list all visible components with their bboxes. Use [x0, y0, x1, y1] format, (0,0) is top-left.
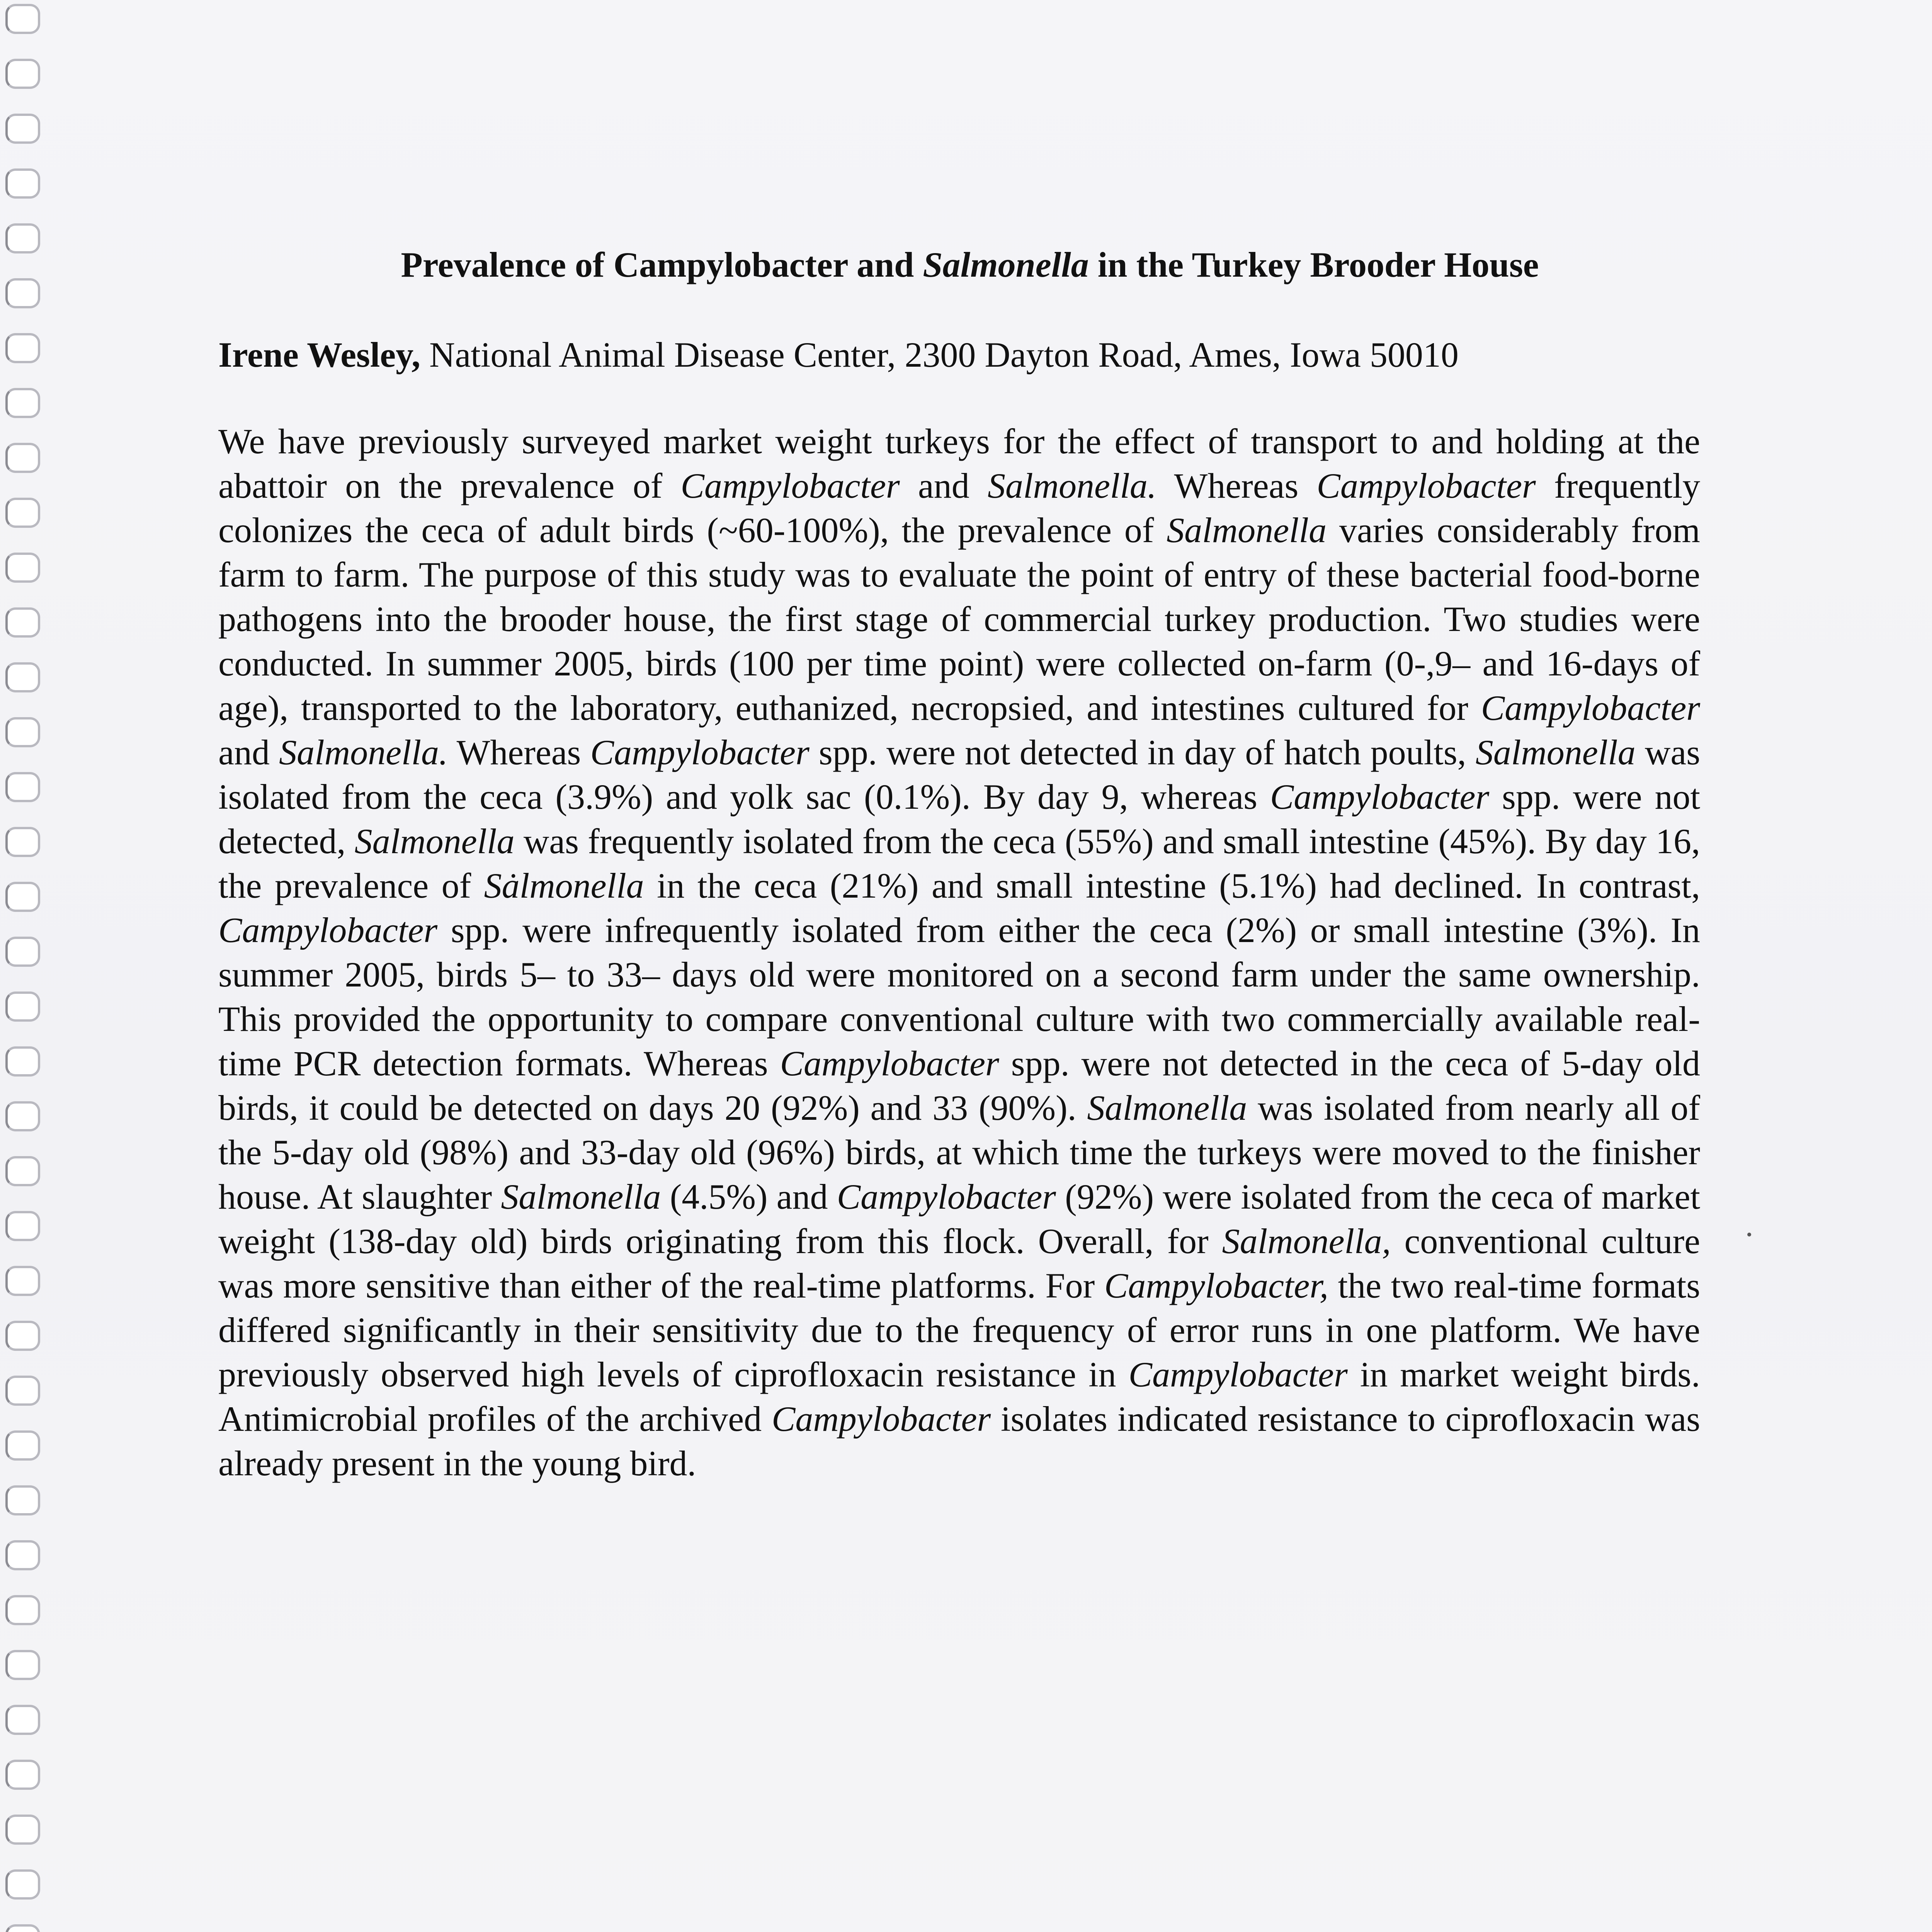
abstract-italic-term: Campylobacter,: [1104, 1266, 1328, 1305]
binding-hole: [5, 168, 40, 199]
binding-hole: [5, 333, 40, 363]
abstract-italic-term: Salmonella.: [987, 466, 1156, 505]
title-part-3: in the Turkey Brooder House: [1088, 245, 1539, 284]
abstract-italic-term: Salmonella,: [1222, 1221, 1391, 1261]
abstract-italic-term: Campylobacter: [780, 1044, 999, 1083]
binding-hole: [5, 882, 40, 912]
abstract-text-run: (92%) were isolated from the ceca of market weight (138-day old) birds originating from this flock. Overall, for: [218, 1177, 1701, 1261]
binding-hole: [5, 1595, 40, 1625]
abstract-italic-term: Campylobacter: [218, 910, 438, 950]
abstract-text-run: was frequently isolated from the ceca (55%) and small intestine (45%). By day 16, the prevalence of: [218, 821, 1700, 905]
abstract-italic-term: Campylobacter: [680, 466, 900, 505]
binding-hole: [5, 717, 40, 747]
abstract-italic-term: Salmonella.: [279, 733, 448, 772]
abstract-text-run: conventional culture was more sensitive than either of the real-time platforms. For: [218, 1221, 1701, 1305]
abstract-italic-term: Salmonella: [1087, 1088, 1247, 1128]
abstract-text-run: and: [218, 733, 279, 772]
binding-hole: [5, 553, 40, 583]
spiral-binding: [0, 0, 54, 1932]
abstract-italic-term: Campylobacter: [837, 1177, 1056, 1216]
abstract-text-run: in the ceca (21%) and small intestine (5.1%) had declined. In contrast,: [644, 866, 1700, 905]
abstract-text-run: spp. were not detected,: [218, 777, 1700, 861]
abstract-text-run: We have previously surveyed market weight turkeys for the effect of transport to and holding at the abattoir on the prevalence of: [218, 422, 1700, 505]
abstract-text-run: isolates indicated resistance to ciprofloxacin was already present in the young bird.: [218, 1399, 1701, 1483]
binding-hole: [5, 1101, 40, 1131]
abstract-text-run: the two real-time formats differed significantly in their sensitivity due to the frequency of error runs in one platform. We have previously observed high levels of ciprofloxacin resistance in: [218, 1266, 1700, 1394]
binding-hole: [5, 443, 40, 473]
binding-hole: [5, 278, 40, 308]
binding-hole: [5, 1815, 40, 1845]
binding-hole: [5, 4, 40, 34]
abstract-text-run: spp. were not detected in day of hatch poults,: [809, 733, 1476, 772]
binding-hole: [5, 1869, 40, 1900]
abstract-italic-term: Campylobacter: [1128, 1355, 1348, 1394]
binding-hole: [5, 1376, 40, 1406]
abstract-italic-term: Campylobacter: [1481, 688, 1700, 728]
abstract-text-run: spp. were infrequently isolated from either the ceca (2%) or small intestine (3%). In summer 2005, birds 5– to 33– days old were monitored on a second farm under the same ownership. This provided the opportunity to compare conventional culture with two commercially available real-time PCR detection formats. Whereas: [218, 910, 1700, 1083]
abstract-text-run: was isolated from nearly all of the 5-day old (98%) and 33-day old (96%) birds, at which time the turkeys were moved to the finisher house. At slaughter: [218, 1088, 1700, 1216]
binding-hole: [5, 1266, 40, 1296]
title-italic-salmonella: Salmonella: [923, 245, 1089, 284]
binding-hole: [5, 1705, 40, 1735]
binding-hole: [5, 1924, 40, 1932]
binding-hole: [5, 1485, 40, 1515]
abstract-italic-term: Salmonella: [501, 1177, 661, 1216]
binding-hole: [5, 1760, 40, 1790]
abstract-text-run: Whereas: [448, 733, 590, 772]
binding-hole: [5, 1156, 40, 1186]
author-affiliation: National Animal Disease Center, 2300 Dayton Road, Ames, Iowa 50010: [420, 335, 1459, 374]
abstract-italic-term: Salmonella: [1167, 510, 1327, 550]
binding-hole: [5, 59, 40, 89]
abstract-text-run: Whereas: [1156, 466, 1317, 505]
binding-hole: [5, 1430, 40, 1461]
abstract-italic-term: Sȧlmonella: [484, 866, 644, 905]
binding-hole: [5, 388, 40, 418]
title-part-1: Prevalence of Campylobacter and: [401, 245, 923, 284]
abstract-text-run: (4.5%) and: [661, 1177, 837, 1216]
binding-hole: [5, 992, 40, 1022]
binding-hole: [5, 1046, 40, 1077]
abstract-text-run: was isolated from the ceca (3.9%) and yolk sac (0.1%). By day 9, whereas: [218, 733, 1700, 816]
abstract-text-run: spp. were not detected in the ceca of 5-day old birds, it could be detected on days 20 (92%) and 33 (90%).: [218, 1044, 1700, 1128]
binding-hole: [5, 1650, 40, 1680]
binding-hole: [5, 114, 40, 144]
abstract-text-run: varies considerably from farm to farm. The purpose of this study was to evaluate the point of entry of these bacterial food-borne pathogens into the brooder house, the first stage of commercial turkey production. Two studies were conducted. In summer 2005, birds (100 per time point) were collected on-farm (0-,9– and 16-days of age), transported to the laboratory, euthanized, necropsied, and intestines cultured for: [218, 510, 1700, 728]
abstract-italic-term: Salmonella: [354, 821, 515, 861]
binding-hole: [5, 1540, 40, 1570]
binding-hole: [5, 937, 40, 967]
abstract-italic-term: Campylobacter: [1270, 777, 1490, 816]
abstract-italic-term: Campylobacter: [590, 733, 810, 772]
binding-hole: [5, 772, 40, 802]
abstract-italic-term: Campylobacter: [1316, 466, 1536, 505]
binding-hole: [5, 827, 40, 857]
scan-speck: [1747, 1233, 1751, 1236]
abstract-italic-term: Campylobacter: [771, 1399, 991, 1439]
abstract-text-run: frequently colonizes the ceca of adult birds (~60-100%), the prevalence of: [218, 466, 1700, 550]
binding-hole: [5, 223, 40, 253]
author-name: Irene Wesley,: [218, 335, 421, 374]
binding-hole: [5, 662, 40, 692]
binding-hole: [5, 1321, 40, 1351]
binding-hole: [5, 498, 40, 528]
page-title: [216, 242, 1723, 288]
abstract-text-run: and: [900, 466, 988, 505]
author-line: [218, 332, 1459, 378]
binding-hole: [5, 1211, 40, 1241]
abstract-text-run: in market weight birds. Antimicrobial profiles of the archived: [218, 1355, 1700, 1439]
abstract-paragraph: [218, 419, 1700, 1486]
binding-hole: [5, 607, 40, 638]
abstract-italic-term: Salmonella: [1475, 733, 1636, 772]
